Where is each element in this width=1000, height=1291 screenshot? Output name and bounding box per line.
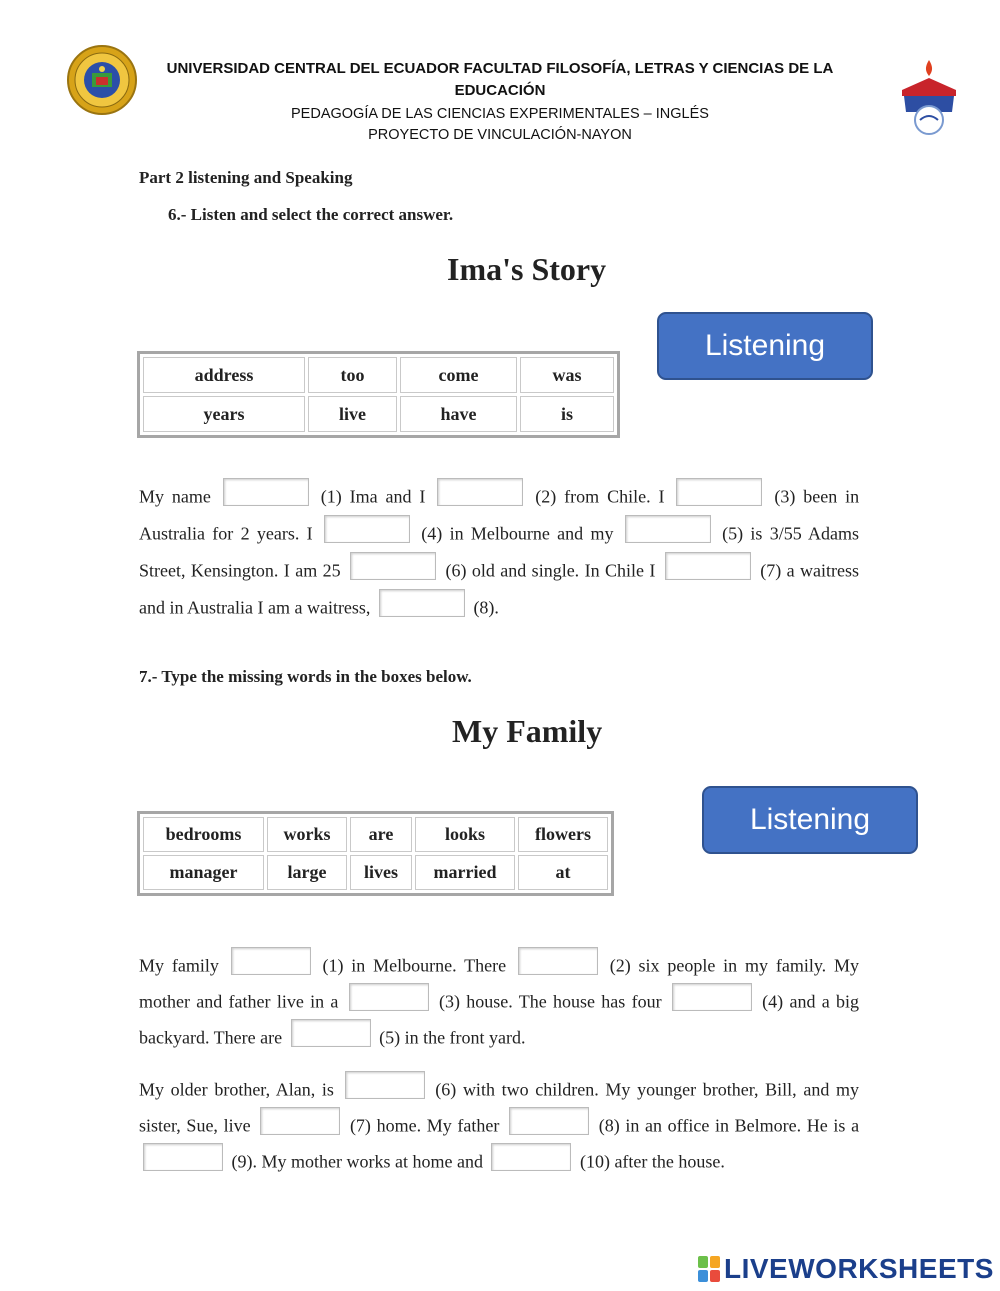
liveworksheets-brand bbox=[698, 1254, 994, 1284]
story-text: (2) from Chile. I bbox=[535, 486, 665, 507]
answer-box-f3[interactable] bbox=[349, 983, 429, 1011]
story-text: (7) a waitress and in Australia I am a waitress, bbox=[139, 560, 860, 618]
header-line-1: UNIVERSIDAD CENTRAL DEL ECUADOR FACULTAD FILOSOFÍA, LETRAS Y CIENCIAS DE LA bbox=[166, 60, 834, 77]
word-bank-cell: lives bbox=[350, 855, 412, 890]
university-seal-icon bbox=[66, 44, 138, 116]
family-paragraph-2 bbox=[139, 1071, 859, 1179]
instruction-6: 6.- Listen and select the correct answer. bbox=[168, 205, 454, 224]
brand-name: LIVEWORKSHEETS bbox=[724, 1253, 994, 1284]
word-bank-7 bbox=[137, 811, 614, 896]
answer-box-f4[interactable] bbox=[672, 983, 752, 1011]
word-bank-cell: are bbox=[350, 817, 412, 852]
answer-box-f2[interactable] bbox=[518, 947, 598, 975]
story-text: (4) in Melbourne and my bbox=[421, 523, 614, 544]
answer-box-7[interactable] bbox=[665, 552, 751, 580]
family-text: (8) in an office in Belmore. He is a bbox=[598, 1115, 860, 1136]
logo-square bbox=[698, 1256, 708, 1268]
word-bank-6 bbox=[137, 351, 620, 438]
word-bank-row bbox=[143, 396, 614, 432]
family-text: My older brother, Alan, is bbox=[139, 1079, 334, 1100]
answer-box-f8[interactable] bbox=[509, 1107, 589, 1135]
word-bank-cell: come bbox=[400, 357, 517, 393]
word-bank-cell: too bbox=[308, 357, 397, 393]
family-title: My Family bbox=[452, 713, 603, 749]
faculty-crest-icon bbox=[896, 56, 962, 138]
answer-box-f9[interactable] bbox=[143, 1143, 223, 1171]
word-bank-cell: was bbox=[520, 357, 614, 393]
family-text: (5) in the front yard. bbox=[379, 1027, 526, 1048]
answer-box-f5[interactable] bbox=[291, 1019, 371, 1047]
part-title: Part 2 listening and Speaking bbox=[139, 168, 353, 187]
word-bank-cell: works bbox=[267, 817, 347, 852]
family-text: My family bbox=[139, 955, 219, 976]
story-text: (3) been in Australia for 2 years. I bbox=[139, 486, 860, 544]
answer-box-4[interactable] bbox=[324, 515, 410, 543]
listening-label: Listening bbox=[749, 803, 871, 836]
story-text: (5) is 3/55 Adams Street, Kensington. I am 25 bbox=[139, 523, 860, 581]
family-paragraph-1 bbox=[139, 947, 859, 1055]
story-text: My name bbox=[139, 486, 211, 507]
word-bank-cell: manager bbox=[143, 855, 264, 890]
header-institution bbox=[150, 58, 850, 102]
answer-box-f7[interactable] bbox=[260, 1107, 340, 1135]
header-line-2: EDUCACIÓN bbox=[454, 82, 546, 99]
word-bank-row bbox=[143, 817, 608, 852]
family-text: (3) house. The house has four bbox=[438, 991, 662, 1012]
story-text: (8). bbox=[473, 597, 499, 618]
listening-label: Listening bbox=[704, 329, 826, 362]
story-paragraph bbox=[139, 478, 859, 626]
answer-box-f1[interactable] bbox=[231, 947, 311, 975]
header-line-3: PEDAGOGÍA DE LAS CIENCIAS EXPERIMENTALES – INGLÉS bbox=[291, 106, 709, 122]
family-text: (7) home. My father bbox=[349, 1115, 500, 1136]
word-bank-cell: address bbox=[143, 357, 305, 393]
instruction-7: 7.- Type the missing words in the boxes below. bbox=[139, 667, 472, 686]
logo-square bbox=[710, 1270, 720, 1282]
word-bank-cell: flowers bbox=[518, 817, 608, 852]
word-bank-cell: bedrooms bbox=[143, 817, 264, 852]
answer-box-5[interactable] bbox=[625, 515, 711, 543]
family-text: (9). My mother works at home and bbox=[231, 1151, 483, 1172]
family-text: (1) in Melbourne. There bbox=[322, 955, 507, 976]
listening-button-2[interactable] bbox=[702, 786, 918, 854]
word-bank-cell: is bbox=[520, 396, 614, 432]
word-bank-cell: large bbox=[267, 855, 347, 890]
word-bank-cell: looks bbox=[415, 817, 515, 852]
answer-box-6[interactable] bbox=[350, 552, 436, 580]
answer-box-1[interactable] bbox=[223, 478, 309, 506]
word-bank-row bbox=[143, 855, 608, 890]
family-text: (4) and a big backyard. There are bbox=[139, 991, 860, 1048]
story-title: Ima's Story bbox=[447, 251, 607, 287]
word-bank-cell: at bbox=[518, 855, 608, 890]
answer-box-8[interactable] bbox=[379, 589, 465, 617]
answer-box-3[interactable] bbox=[676, 478, 762, 506]
answer-box-2[interactable] bbox=[437, 478, 523, 506]
logo-square bbox=[710, 1256, 720, 1268]
liveworksheets-logo-icon bbox=[698, 1256, 720, 1282]
answer-box-f6[interactable] bbox=[345, 1071, 425, 1099]
word-bank-cell: have bbox=[400, 396, 517, 432]
logo-square bbox=[698, 1270, 708, 1282]
header-program bbox=[150, 104, 850, 146]
story-text: (6) old and single. In Chile I bbox=[445, 560, 656, 581]
header-line-4: PROYECTO DE VINCULACIÓN-NAYON bbox=[368, 127, 632, 143]
answer-box-f10[interactable] bbox=[491, 1143, 571, 1171]
word-bank-row bbox=[143, 357, 614, 393]
word-bank-cell: live bbox=[308, 396, 397, 432]
family-text: (10) after the house. bbox=[579, 1151, 725, 1172]
family-text: (2) six people in my family. My mother and father live in a bbox=[139, 955, 859, 1012]
family-text: (6) with two children. My younger brother, Bill, and my sister, Sue, live bbox=[139, 1079, 860, 1136]
listening-button-1[interactable] bbox=[657, 312, 873, 380]
word-bank-cell: married bbox=[415, 855, 515, 890]
word-bank-cell: years bbox=[143, 396, 305, 432]
story-text: (1) Ima and I bbox=[320, 486, 426, 507]
